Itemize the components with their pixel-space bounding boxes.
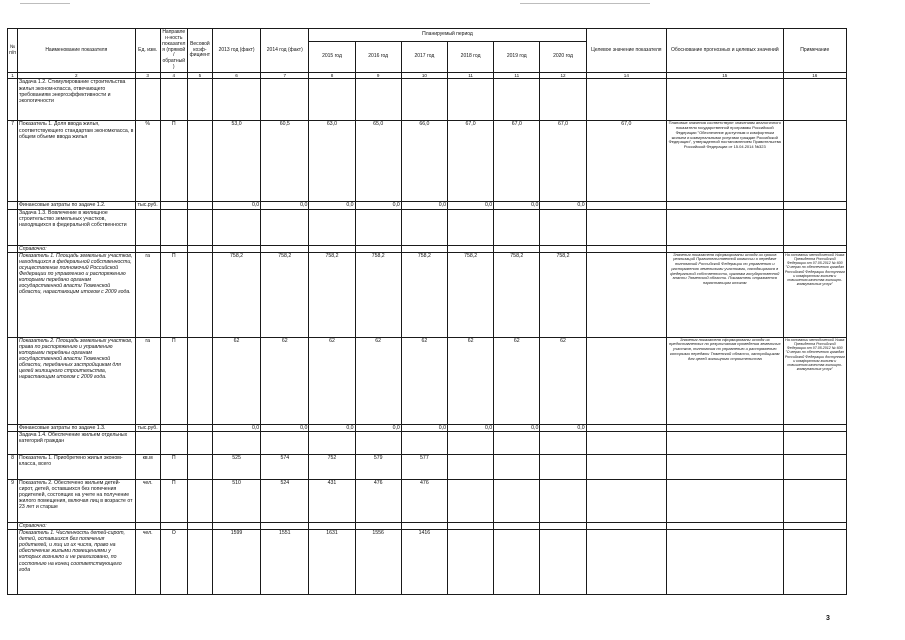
value-2016: 476	[355, 479, 401, 522]
value-2014: 574	[261, 454, 309, 479]
value-2017: 1416	[401, 529, 447, 594]
year-header: 2017 год	[401, 42, 447, 73]
column-number: 14	[586, 73, 666, 79]
financing-value: 0,0	[540, 202, 586, 209]
reference-indicator-row	[8, 252, 847, 337]
value-2013: 62	[212, 337, 260, 424]
financing-row-1-3	[8, 424, 847, 431]
indicator-name: Показатель 2. Обеспечено жильем детей-сирот, детей, оставшихся без попечения родителей, состоящих на учете на получение жилого помещения, включая лиц в возрасте от 23 лет и старше	[18, 479, 136, 522]
value-2014: 524	[261, 479, 309, 522]
task-row-1-3	[8, 209, 847, 245]
column-number: 10	[401, 73, 447, 79]
rationale-text: Значения показателя сформированы исходя из сроков реализаций Правительственной комиссии о передаче полномочий Российской Федерации по управлению и распоряжению земельными участками, находящимися в федеральной собственности, органам государственной власти Тюменской области. Показатель отражается нарастающим итогом	[667, 252, 784, 337]
page-number: 3	[826, 615, 830, 622]
direction: П	[160, 252, 187, 337]
value-2016: 758,2	[355, 252, 401, 337]
indicator-row-9	[8, 479, 847, 522]
value-2013: 1599	[212, 529, 260, 594]
unit: тыс.руб.	[135, 424, 160, 431]
column-number: 16	[783, 73, 846, 79]
unit: тыс.руб.	[135, 202, 160, 209]
value-2019: 62	[494, 337, 540, 424]
column-number: 1	[8, 73, 18, 79]
financing-value: 0,0	[494, 202, 540, 209]
value-2015: 752	[309, 454, 355, 479]
reference-row	[8, 522, 847, 529]
financing-value: 0,0	[261, 202, 309, 209]
unit: %	[135, 121, 160, 202]
unit: чел.	[135, 529, 160, 594]
column-number: 11	[494, 73, 540, 79]
financing-value: 0,0	[261, 424, 309, 431]
reference-row	[8, 245, 847, 252]
value-2015: 62	[309, 337, 355, 424]
rationale-text: Плановые значения соответствуют значениям аналогичного показателя государственной программы Российской Федерации "Обеспечение доступным и комфортным жильем и коммунальными услугами граждан Российской Федерации", утвержденной постановлением Правительства Российской Федерации от 15.04.2014 №323	[667, 121, 784, 202]
col-2014-header: 2014 год (факт)	[261, 29, 309, 73]
indicators-table	[7, 28, 847, 595]
column-number: 4	[160, 73, 187, 79]
value-2014: 60,5	[261, 121, 309, 202]
financing-value: 0,0	[540, 424, 586, 431]
scan-edge-mid	[520, 3, 650, 4]
notes	[783, 121, 846, 202]
value-2017: 758,2	[401, 252, 447, 337]
value-2013: 525	[212, 454, 260, 479]
value-2020: 67,0	[540, 121, 586, 202]
value-2015: 1631	[309, 529, 355, 594]
task-title: Задача 1.4. Обеспечение жильем отдельных категорий граждан	[18, 431, 136, 454]
col-name-header: Наименование показателя	[18, 29, 136, 73]
unit: кв.м	[135, 454, 160, 479]
col-unit-header: Ед. изм.	[135, 29, 160, 73]
reference-label: Справочно:	[18, 245, 136, 252]
value-2017: 66,0	[401, 121, 447, 202]
value-2017: 476	[401, 479, 447, 522]
unit: чел.	[135, 479, 160, 522]
year-header: 2015 год	[309, 42, 355, 73]
year-header: 2016 год	[355, 42, 401, 73]
financing-value: 0,0	[212, 424, 260, 431]
column-number: 7	[261, 73, 309, 79]
value-2013: 758,2	[212, 252, 260, 337]
col-num-header: № п/п	[8, 29, 18, 73]
direction: П	[160, 337, 187, 424]
rationale-text: Значения показателя сформированы исходя из предоставленных по результатам проведения земельных участков, полномочия по управлению и распоряжению которыми переданы Тюменской области, застройщикам для целей жилищного строительства	[667, 337, 784, 424]
target-value: 67,0	[586, 121, 666, 202]
value-2014: 758,2	[261, 252, 309, 337]
reference-indicator-row	[8, 337, 847, 424]
reference-indicator-row	[8, 529, 847, 594]
financing-value: 0,0	[355, 424, 401, 431]
indicator-name: Показатель 1. Площадь земельных участков, находящихся в федеральной собственности, осуществление полномочий Российской Федерации по управлению и распоряжению которыми передано органам государственной власти Тюменской области, нарастающим итогом с 2009 года.	[18, 252, 136, 337]
weight	[187, 121, 212, 202]
financing-row-1-2	[8, 202, 847, 209]
column-number: 11	[447, 73, 493, 79]
value-2013: 510	[212, 479, 260, 522]
financing-value: 0,0	[309, 424, 355, 431]
task-title: Задача 1.3. Вовлечение в жилищное строительство земельных участков, находящихся в федеральной собственности	[18, 209, 136, 245]
col-2013-header: 2013 год (факт)	[212, 29, 260, 73]
financing-value: 0,0	[355, 202, 401, 209]
column-number: 2	[18, 73, 136, 79]
column-number: 6	[212, 73, 260, 79]
col-direction-header: Направлен-ность показателя (прямой / обратный)	[160, 29, 187, 73]
value-2016: 65,0	[355, 121, 401, 202]
direction: О	[160, 529, 187, 594]
unit: га	[135, 337, 160, 424]
financing-value: 0,0	[212, 202, 260, 209]
year-header: 2020 год	[540, 42, 586, 73]
task-row-1-2	[8, 79, 847, 121]
col-weight-header: Весовой коэф-фициент	[187, 29, 212, 73]
value-2014: 1551	[261, 529, 309, 594]
value-2015: 758,2	[309, 252, 355, 337]
financing-label: Финансовые затраты по задаче 1.2.	[18, 202, 136, 209]
direction: П	[160, 479, 187, 522]
financing-value: 0,0	[447, 424, 493, 431]
indicator-name: Показатель 2. Площадь земельных участков, права по распоряжению и управлению которыми переданы органам государственной власти Тюменской области, переданных застройщикам для целей жилищного строительства, нарастающим итогом с 2009 года.	[18, 337, 136, 424]
value-2017: 577	[401, 454, 447, 479]
financing-value: 0,0	[401, 424, 447, 431]
indicator-name: Показатель 1. Доля ввода жилья, соответствующего стандартам экономкласса, в общем объеме ввода жилья	[18, 121, 136, 202]
value-2015: 63,0	[309, 121, 355, 202]
column-number: 12	[540, 73, 586, 79]
row-number: 8	[8, 454, 18, 479]
column-number: 3	[135, 73, 160, 79]
value-2019: 758,2	[494, 252, 540, 337]
indicator-row-8	[8, 454, 847, 479]
value-2018: 62	[447, 337, 493, 424]
financing-label: Финансовые затраты по задаче 1.3.	[18, 424, 136, 431]
value-2018: 758,2	[447, 252, 493, 337]
scan-edge-left	[20, 3, 70, 4]
financing-value: 0,0	[309, 202, 355, 209]
task-title: Задача 1.2. Стимулирование строительства жилья эконом-класса, отвечающего требованиям энергоэффективности и экологичности	[18, 79, 136, 121]
indicator-name: Показатель 1. Численность детей-сирот, детей, оставшихся без попечения родителей, и лиц из их числа, право на обеспечение жилыми помещениями у которых возникло и не реализовано, по состоянию на конец соответствующего года	[18, 529, 136, 594]
value-2015: 431	[309, 479, 355, 522]
value-2013: 53,0	[212, 121, 260, 202]
column-number: 15	[667, 73, 784, 79]
task-row-1-4	[8, 431, 847, 454]
financing-value: 0,0	[447, 202, 493, 209]
unit: га	[135, 252, 160, 337]
value-2017: 62	[401, 337, 447, 424]
value-2020: 62	[540, 337, 586, 424]
value-2016: 62	[355, 337, 401, 424]
indicator-row-7	[8, 121, 847, 202]
reference-label: Справочно:	[18, 522, 136, 529]
value-2016: 579	[355, 454, 401, 479]
column-number: 5	[187, 73, 212, 79]
notes-text: На основании методической Указа Президента Российской Федерации от 07.05.2012 № 600 "О мерах по обеспечению граждан Российской Федерации доступным и комфортным жильем и повышению качества жилищно-коммунальных услуг"	[783, 252, 846, 337]
direction: П	[160, 121, 187, 202]
column-number: 9	[355, 73, 401, 79]
value-2014: 62	[261, 337, 309, 424]
col-notes-header: Примечание	[783, 29, 846, 73]
indicator-name: Показатель 1. Приобретено жилья эконом-класса, всего	[18, 454, 136, 479]
direction: П	[160, 454, 187, 479]
col-planned-header: Планируемый период	[309, 29, 586, 42]
row-number: 9	[8, 479, 18, 522]
col-target-header: Целевое значение показателя	[586, 29, 666, 73]
value-2020: 758,2	[540, 252, 586, 337]
value-2018: 67,0	[447, 121, 493, 202]
row-number: 7	[8, 121, 18, 202]
value-2016: 1556	[355, 529, 401, 594]
column-number: 8	[309, 73, 355, 79]
notes-text: На основании методической Указа Президента Российской Федерации от 07.05.2012 № 600 "О мерах по обеспечению граждан Российской Федерации доступным и комфортным жильем и повышению качества жилищно-коммунальных услуг"	[783, 337, 846, 424]
value-2019: 67,0	[494, 121, 540, 202]
financing-value: 0,0	[494, 424, 540, 431]
financing-value: 0,0	[401, 202, 447, 209]
year-header: 2019 год	[494, 42, 540, 73]
col-rationale-header: Обоснование прогнозных и целевых значений	[667, 29, 784, 73]
year-header: 2018 год	[447, 42, 493, 73]
header-row	[8, 29, 847, 42]
